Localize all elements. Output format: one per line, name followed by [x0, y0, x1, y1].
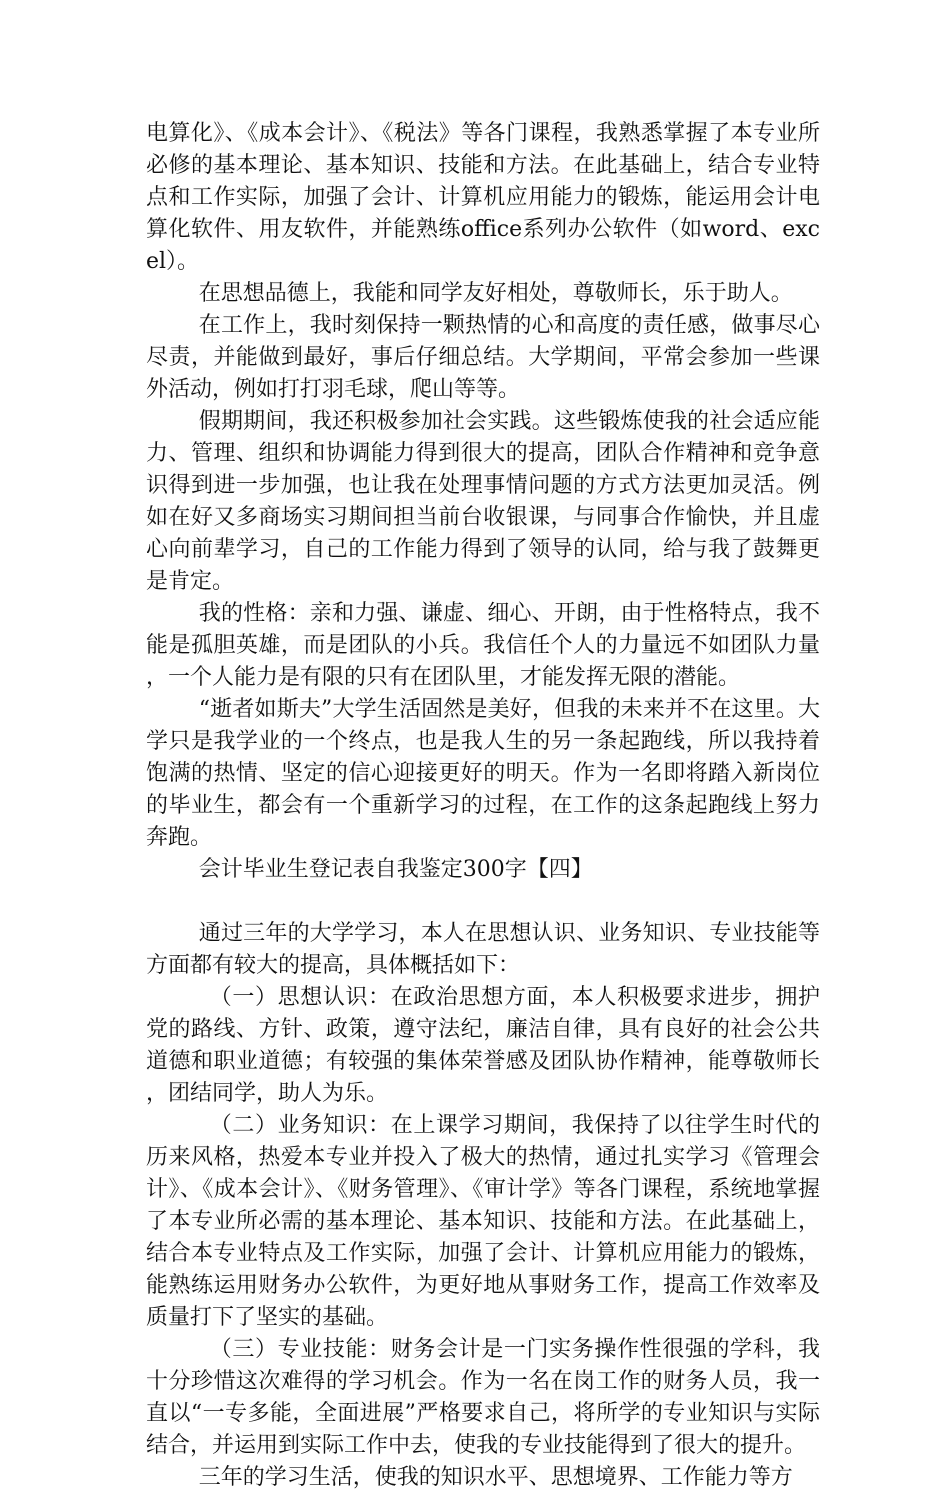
paragraph-ideology: （一）思想认识：在政治思想方面，本人积极要求进步，拥护党的路线、方针、政策，遵守法纪，廉洁自律，具有良好的社会公共道德和职业道德；有较强的集体荣誉感及团队协作精神，能尊敬师长，团结同学，助人为乐。	[146, 985, 820, 1106]
paragraph-continued: 电算化》、《成本会计》、《税法》等各门课程，我熟悉掌握了本专业所必修的基本理论、基本知识、技能和方法。在此基础上，结合专业特点和工作实际，加强了会计、计算机应用能力的锻炼，能运用会计电算化软件、用友软件，并能熟练office系列办公软件（如word、excel）。	[146, 121, 820, 274]
paragraph-social-practice: 假期期间，我还积极参加社会实践。这些锻炼使我的社会适应能力、管理、组织和协调能力得到很大的提高，团队合作精神和竞争意识得到进一步加强，也让我在处理事情问题的方式方法更加灵活。例如在好又多商场实习期间担当前台收银课，与同事合作愉快，并且虚心向前辈学习，自己的工作能力得到了领导的认同，给与我了鼓舞更是肯定。	[146, 409, 820, 594]
section-heading: 会计毕业生登记表自我鉴定300字【四】	[198, 857, 593, 882]
paragraph-business-knowledge: （二）业务知识：在上课学习期间，我保持了以往学生时代的历来风格，热爱本专业并投入了极大的热情，通过扎实学习《管理会计》、《成本会计》、《财务管理》、《审计学》等各门课程，系统地掌握了本专业所必需的基本理论、基本知识、技能和方法。在此基础上，结合本专业特点及工作实际，加强了会计、计算机应用能力的锻炼，能熟练运用财务办公软件，为更好地从事财务工作，提高工作效率及质量打下了坚实的基础。	[146, 1113, 820, 1330]
blank-line	[146, 886, 820, 918]
paragraph-future: “逝者如斯夫”大学生活固然是美好，但我的未来并不在这里。大学只是我学业的一个终点，也是我人生的另一条起跑线，所以我持着饱满的热情、坚定的信心迎接更好的明天。作为一名即将踏入新岗位的毕业生，都会有一个重新学习的过程，在工作的这条起跑线上努力奔跑。	[146, 697, 820, 850]
paragraph-conclusion-start: 三年的学习生活，使我的知识水平、思想境界、工作能力等方	[198, 1465, 793, 1490]
paragraph-summary-intro: 通过三年的大学学习，本人在思想认识、业务知识、专业技能等方面都有较大的提高，具体概括如下：	[146, 921, 820, 978]
paragraph-professional-skills: （三）专业技能：财务会计是一门实务操作性很强的学科，我十分珍惜这次难得的学习机会。作为一名在岗工作的财务人员，我一直以“一专多能，全面进展”严格要求自己，将所学的专业知识与实际结合，并运用到实际工作中去，使我的专业技能得到了很大的提升。	[146, 1337, 820, 1458]
paragraph-personality: 我的性格：亲和力强、谦虚、细心、开朗，由于性格特点，我不能是孤胆英雄，而是团队的小兵。我信任个人的力量远不如团队力量，一个人能力是有限的只有在团队里，才能发挥无限的潜能。	[146, 601, 820, 690]
paragraph-moral-character: 在思想品德上，我能和同学友好相处，尊敬师长，乐于助人。	[198, 281, 793, 306]
paragraph-work-attitude: 在工作上，我时刻保持一颗热情的心和高度的责任感，做事尽心尽责，并能做到最好，事后仔细总结。大学期间，平常会参加一些课外活动，例如打打羽毛球，爬山等等。	[146, 313, 820, 402]
document-page	[146, 118, 820, 1494]
